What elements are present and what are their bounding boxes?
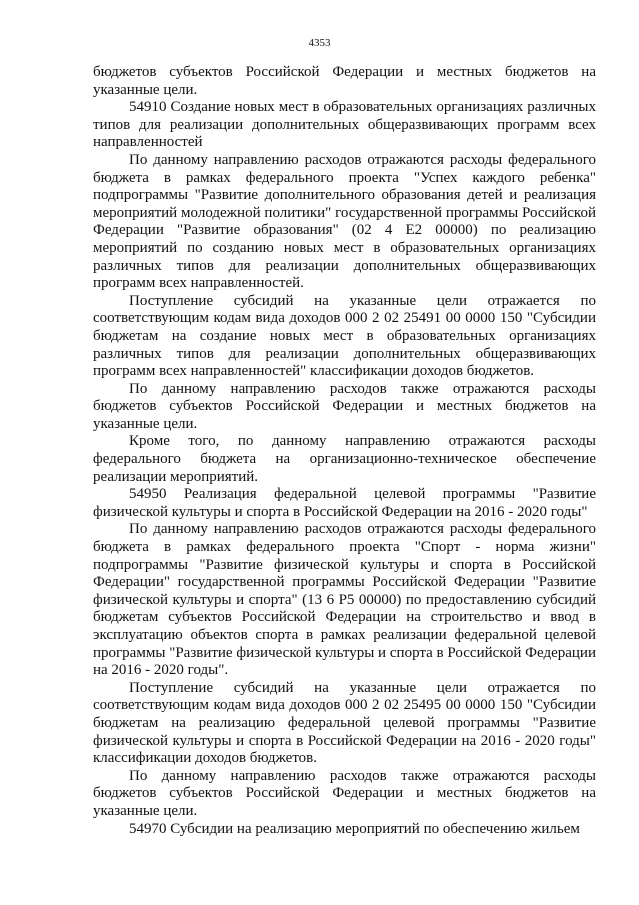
paragraph: Поступление субсидий на указанные цели отражается по соответствующим кодам вида доходов 000 2 02 25491 00 0000 150 "Субсидии бюджетам на создание новых мест в образовательных организациях различных типов для реализации дополнительных общеразвивающих программ всех направленностей" классификации доходов бюджетов. <box>93 292 596 380</box>
paragraph: По данному направлению расходов также отражаются расходы бюджетов субъектов Российской Федерации и местных бюджетов на указанные цели. <box>93 767 596 819</box>
paragraph: Поступление субсидий на указанные цели отражается по соответствующим кодам вида доходов 000 2 02 25495 00 0000 150 "Субсидии бюджетам на реализацию федеральной целевой программы "Развитие физической культуры и спорта в Российской Федерации на 2016 - 2020 годы" классификации доходов бюджетов. <box>93 679 596 767</box>
paragraph: По данному направлению расходов отражаются расходы федерального бюджета в рамках федерального проекта "Спорт - норма жизни" подпрограммы "Развитие физической культуры и спорта в Российской Федерации" государственной программы Российской Федерации "Развитие физической культуры и спорта" (13 6 P5 00000) по предоставлению субсидий бюджетам субъектов Российской Федерации на строительство и ввод в эксплуатацию объектов спорта в рамках реализации федеральной целевой программы "Развитие физической культуры и спорта в Российской Федерации на 2016 - 2020 годы". <box>93 521 596 679</box>
paragraph: Кроме того, по данному направлению отражаются расходы федерального бюджета на организационно-техническое обеспечение реализации мероприятий. <box>93 433 596 485</box>
page-number: 4353 <box>308 37 331 49</box>
paragraph-heading-54970: 54970 Субсидии на реализацию мероприятий по обеспечению жильем <box>129 820 580 837</box>
paragraph-continuation: бюджетов субъектов Российской Федерации и местных бюджетов на указанные цели. <box>93 64 596 98</box>
paragraph-heading-54910: 54910 Создание новых мест в образовательных организациях различных типов для реализации дополнительных общеразвивающих программ всех направленностей <box>93 99 596 151</box>
paragraph: По данному направлению расходов отражаются расходы федерального бюджета в рамках федерального проекта "Успех каждого ребенка" подпрограммы "Развитие дополнительного образования детей и реализация мероприятий молодежной политики" государственной программы Российской Федерации "Развитие образования" (02 4 E2 00000) по реализацию мероприятий по созданию новых мест в образовательных организациях различных типов для реализации дополнительных общеразвивающих программ всех направленностей. <box>93 151 596 292</box>
paragraph-heading-54950: 54950 Реализация федеральной целевой программы "Развитие физической культуры и спорта в Российской Федерации на 2016 - 2020 годы" <box>93 486 596 520</box>
paragraph: По данному направлению расходов также отражаются расходы бюджетов субъектов Российской Федерации и местных бюджетов на указанные цели. <box>93 380 596 432</box>
body-text <box>93 64 596 838</box>
